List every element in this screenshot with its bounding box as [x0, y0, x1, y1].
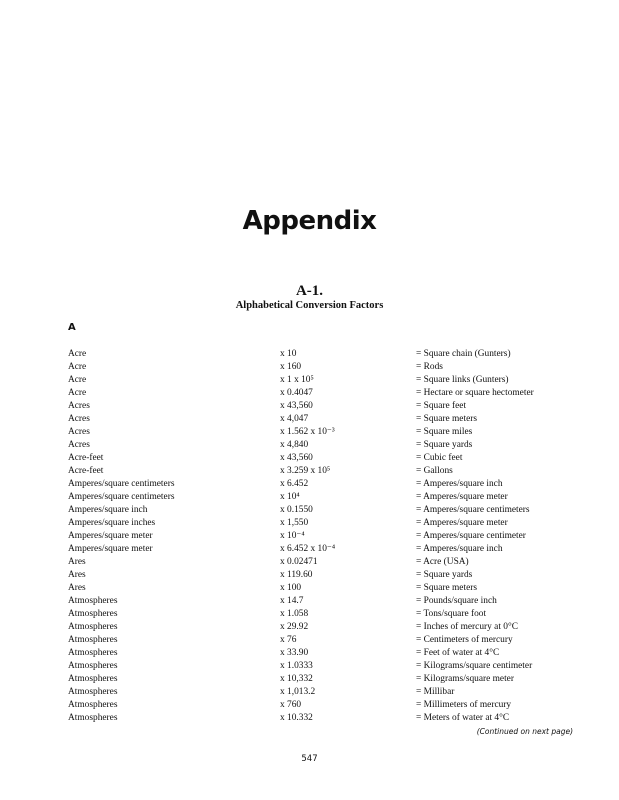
table-row — [0, 400, 619, 413]
to-unit: = Feet of water at 4°C — [416, 648, 500, 658]
from-unit: Atmospheres — [68, 674, 118, 684]
table-caption: Alphabetical Conversion Factors — [235, 300, 384, 311]
to-unit: = Gallons — [416, 466, 453, 476]
from-unit: Ares — [68, 557, 86, 567]
conversion-factor: x 10,332 — [280, 674, 313, 684]
table-row — [0, 582, 619, 595]
from-unit: Acres — [68, 414, 90, 424]
table-row — [0, 387, 619, 400]
table-row — [0, 439, 619, 452]
table-row — [0, 712, 619, 725]
appendix-title: Appendix — [242, 206, 377, 236]
to-unit: = Square yards — [416, 440, 473, 450]
from-unit: Atmospheres — [68, 648, 118, 658]
to-unit: = Tons/square foot — [416, 609, 487, 619]
conversion-factor: x 76 — [280, 635, 297, 645]
conversion-factor: x 1.0333 — [280, 661, 313, 671]
to-unit: = Amperes/square inch — [416, 479, 503, 489]
table-row — [0, 660, 619, 673]
to-unit: = Millibar — [416, 687, 455, 697]
table-row — [0, 478, 619, 491]
conversion-factor: x 1 x 10⁵ — [280, 375, 314, 385]
to-unit: = Square feet — [416, 401, 467, 411]
conversion-factor: x 3.259 x 10⁵ — [280, 466, 331, 476]
to-unit: = Amperes/square meter — [416, 492, 508, 502]
from-unit: Acres — [68, 401, 90, 411]
table-row — [0, 426, 619, 439]
table-row — [0, 556, 619, 569]
from-unit: Atmospheres — [68, 635, 118, 645]
table-row — [0, 452, 619, 465]
conversion-factor: x 6.452 — [280, 479, 309, 489]
conversion-factor: x 10⁴ — [280, 492, 300, 502]
from-unit: Acre — [68, 362, 87, 372]
from-unit: Acre — [68, 375, 87, 385]
to-unit: = Amperes/square centimeter — [416, 531, 526, 541]
table-row — [0, 491, 619, 504]
from-unit: Amperes/square centimeters — [68, 492, 175, 502]
conversion-factor: x 43,560 — [280, 401, 313, 411]
table-row — [0, 465, 619, 478]
to-unit: = Meters of water at 4°C — [416, 713, 510, 723]
conversion-factor: x 0.1550 — [280, 505, 313, 515]
conversion-factor: x 0.4047 — [280, 388, 313, 398]
from-unit: Atmospheres — [68, 713, 118, 723]
to-unit: = Pounds/square inch — [416, 596, 497, 606]
conversion-table — [0, 348, 619, 725]
to-unit: = Kilograms/square meter — [416, 674, 514, 684]
from-unit: Ares — [68, 570, 86, 580]
table-row — [0, 348, 619, 361]
table-row — [0, 413, 619, 426]
to-unit: = Square meters — [416, 414, 477, 424]
table-row — [0, 517, 619, 530]
table-row — [0, 595, 619, 608]
conversion-factor: x 760 — [280, 700, 302, 710]
to-unit: = Amperes/square meter — [416, 518, 508, 528]
continued-note: (Continued on next page) — [476, 727, 573, 736]
from-unit: Acre — [68, 388, 87, 398]
from-unit: Atmospheres — [68, 609, 118, 619]
conversion-factor: x 43,560 — [280, 453, 313, 463]
to-unit: = Centimeters of mercury — [416, 635, 513, 645]
table-row — [0, 543, 619, 556]
from-unit: Acres — [68, 440, 90, 450]
conversion-factor: x 29.92 — [280, 622, 309, 632]
section-letter: A — [68, 322, 76, 333]
table-row — [0, 608, 619, 621]
table-row — [0, 686, 619, 699]
table-row — [0, 504, 619, 517]
to-unit: = Square links (Gunters) — [416, 375, 509, 385]
from-unit: Ares — [68, 583, 86, 593]
table-row — [0, 621, 619, 634]
table-row — [0, 530, 619, 543]
conversion-factor: x 4,047 — [280, 414, 309, 424]
conversion-factor: x 4,840 — [280, 440, 309, 450]
table-row — [0, 374, 619, 387]
table-row — [0, 673, 619, 686]
conversion-factor: x 119.60 — [280, 570, 313, 580]
table-row — [0, 361, 619, 374]
from-unit: Amperes/square inch — [68, 505, 148, 515]
to-unit: = Square meters — [416, 583, 477, 593]
to-unit: = Millimeters of mercury — [416, 700, 512, 710]
from-unit: Acres — [68, 427, 90, 437]
from-unit: Amperes/square meter — [68, 531, 153, 541]
conversion-factor: x 1.562 x 10⁻³ — [280, 427, 335, 437]
from-unit: Atmospheres — [68, 596, 118, 606]
table-row — [0, 699, 619, 712]
conversion-factor: x 100 — [280, 583, 302, 593]
conversion-factor: x 1.058 — [280, 609, 309, 619]
table-row — [0, 634, 619, 647]
from-unit: Atmospheres — [68, 622, 118, 632]
to-unit: = Kilograms/square centimeter — [416, 661, 533, 671]
from-unit: Amperes/square inches — [68, 518, 156, 528]
to-unit: = Cubic feet — [416, 453, 463, 463]
conversion-factor: x 1,013.2 — [280, 687, 316, 697]
page-number: 547 — [301, 754, 318, 764]
from-unit: Amperes/square meter — [68, 544, 153, 554]
conversion-factor: x 6.452 x 10⁻⁴ — [280, 544, 336, 554]
to-unit: = Square chain (Gunters) — [416, 349, 511, 359]
conversion-factor: x 10.332 — [280, 713, 313, 723]
to-unit: = Amperes/square inch — [416, 544, 503, 554]
from-unit: Atmospheres — [68, 661, 118, 671]
table-number: A-1. — [295, 283, 324, 299]
conversion-factor: x 14.7 — [280, 596, 304, 606]
from-unit: Atmospheres — [68, 700, 118, 710]
to-unit: = Square miles — [416, 427, 473, 437]
table-row — [0, 647, 619, 660]
table-row — [0, 569, 619, 582]
from-unit: Acre — [68, 349, 87, 359]
conversion-factor: x 0.02471 — [280, 557, 318, 567]
to-unit: = Amperes/square centimeters — [416, 505, 530, 515]
conversion-factor: x 10 — [280, 349, 297, 359]
to-unit: = Rods — [416, 362, 443, 372]
conversion-factor: x 10⁻⁴ — [280, 531, 305, 541]
from-unit: Amperes/square centimeters — [68, 479, 175, 489]
conversion-factor: x 33.90 — [280, 648, 309, 658]
from-unit: Acre-feet — [68, 453, 104, 463]
from-unit: Acre-feet — [68, 466, 104, 476]
to-unit: = Hectare or square hectometer — [416, 388, 534, 398]
to-unit: = Square yards — [416, 570, 473, 580]
conversion-factor: x 1,550 — [280, 518, 309, 528]
to-unit: = Acre (USA) — [416, 557, 469, 567]
from-unit: Atmospheres — [68, 687, 118, 697]
to-unit: = Inches of mercury at 0°C — [416, 622, 518, 632]
conversion-factor: x 160 — [280, 362, 302, 372]
